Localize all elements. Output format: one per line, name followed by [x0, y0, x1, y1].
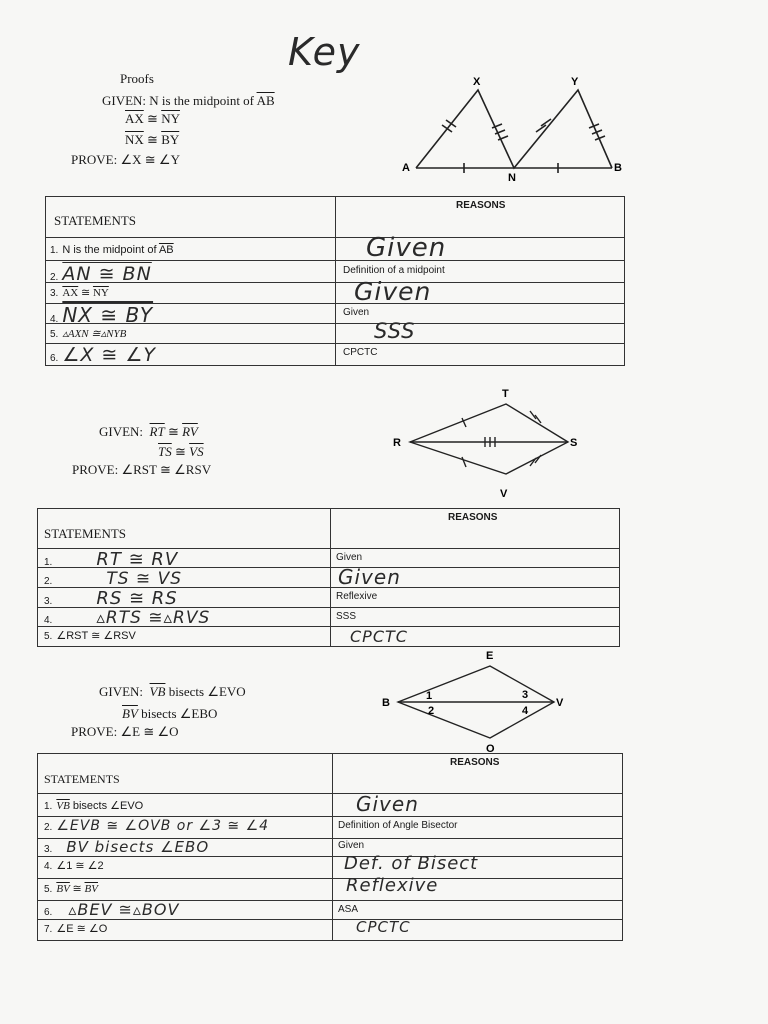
reasons-header: REASONS	[456, 200, 506, 211]
figure-label-o: O	[486, 743, 495, 755]
figure-label-x: X	[473, 76, 481, 88]
figure-label-n: N	[508, 172, 516, 184]
proof2-kite-figure	[388, 384, 588, 502]
figure-label-s: S	[570, 437, 578, 449]
reason-7: CPCTC	[356, 918, 411, 936]
angle-label-1: 1	[426, 690, 433, 702]
reason-2: Given	[338, 565, 401, 589]
statement-1: 1. N is the midpoint of $\overline{AB}$	[50, 244, 174, 256]
angle-label-2: 2	[428, 705, 435, 717]
statement-2: 2. AN ≅ BN	[50, 263, 152, 285]
statement-6: 6. ▵BEV ≅▵BOV	[44, 900, 180, 919]
reason-4: Given	[343, 307, 370, 318]
reason-2: Definition of a midpoint	[343, 265, 445, 276]
statement-4: 4. ▵RTS ≅▵RVS	[44, 608, 211, 628]
figure-label-e: E	[486, 650, 494, 662]
reason-4: SSS	[336, 611, 357, 622]
figure-label-r: R	[393, 437, 401, 449]
proof3-kite-figure	[378, 646, 578, 756]
reason-3: Given	[354, 277, 432, 306]
statement-5: 5. ∠RST ≅ ∠RSV	[44, 630, 136, 642]
statement-2: 2. TS ≅ VS	[44, 569, 182, 589]
reason-1: Given	[336, 552, 363, 563]
statement-3: 3. RS ≅ RS	[44, 588, 178, 609]
proof3-table	[37, 753, 623, 941]
statement-1: 1. RT ≅ RV	[44, 549, 179, 570]
angle-label-4: 4	[522, 705, 529, 717]
proof1-given-3: $\overline{NX}$ ≅ $\overline{BY}$	[125, 132, 180, 147]
reason-1: Given	[356, 792, 419, 816]
statement-4: 4. NX ≅ BY	[50, 303, 154, 327]
proof2-given-1: GIVEN: $\overline{RT}$ ≅ $\overline{RV}$	[99, 424, 198, 439]
statement-5: 5. ▵AXN ≅▵NYB	[50, 328, 127, 340]
proof1-prove: PROVE: ∠X ≅ ∠Y	[71, 152, 180, 167]
statement-5: 5. $\overline{BV}$ ≅ $\overline{BV}$	[44, 883, 98, 895]
figure-label-a: A	[402, 162, 410, 174]
statement-2: 2. ∠EVB ≅ ∠OVB or ∠3 ≅ ∠4	[44, 818, 270, 834]
proof2-given-2: $\overline{TS}$ ≅ $\overline{VS}$	[158, 444, 204, 459]
proof1-table	[45, 196, 625, 366]
statement-7: 7. ∠E ≅ ∠O	[44, 923, 108, 935]
reason-5: SSS	[374, 319, 416, 343]
proof1-triangles-figure	[396, 70, 630, 186]
reason-5: Reflexive	[346, 875, 439, 896]
figure-label-t: T	[502, 388, 509, 400]
statements-header: STATEMENTS	[44, 526, 127, 541]
reasons-header: REASONS	[450, 757, 500, 768]
angle-label-3: 3	[522, 689, 529, 701]
reason-2: Definition of Angle Bisector	[338, 820, 458, 831]
proof3-given-1: GIVEN: $\overline{VB}$ bisects ∠EVO	[99, 684, 246, 699]
reason-3: Given	[338, 840, 365, 851]
statement-4: 4. ∠1 ≅ ∠2	[44, 860, 104, 872]
figure-label-v: V	[556, 697, 564, 709]
proof3-given-2: $\overline{BV}$ bisects ∠EBO	[122, 706, 218, 721]
answer-key-heading: Key	[288, 30, 361, 74]
figure-label-b: B	[614, 162, 622, 174]
reason-4: Def. of Bisect	[344, 853, 479, 874]
reason-5: CPCTC	[350, 627, 408, 646]
statement-3: 3. $\overline{AX}$ ≅ $\overline{NY}$	[50, 287, 109, 299]
proof2-table	[37, 508, 620, 647]
figure-label-y: Y	[571, 76, 579, 88]
proof2-prove: PROVE: ∠RST ≅ ∠RSV	[72, 462, 212, 477]
reason-3: Reflexive	[336, 591, 378, 602]
reason-6: ASA	[338, 904, 359, 915]
page-title: Proofs	[120, 71, 154, 86]
proof1-given-2: $\overline{AX}$ ≅ $\overline{NY}$	[125, 111, 180, 126]
figure-label-v: V	[500, 488, 508, 500]
statement-6: 6. ∠X ≅ ∠Y	[50, 344, 157, 366]
reason-6: CPCTC	[343, 347, 378, 358]
proof3-prove: PROVE: ∠E ≅ ∠O	[71, 724, 179, 739]
figure-label-b: B	[382, 697, 390, 709]
reason-1: Given	[366, 233, 447, 263]
reasons-header: REASONS	[448, 512, 498, 523]
statements-header: STATEMENTS	[54, 213, 137, 228]
statement-3: 3. BV bisects ∠EBO	[44, 838, 210, 856]
statements-header: STATEMENTS	[44, 772, 120, 786]
statement-1: 1. $\overline{VB}$ bisects ∠EVO	[44, 800, 144, 812]
proof1-given-1: GIVEN: N is the midpoint of $\overline{AB}$	[102, 93, 275, 108]
